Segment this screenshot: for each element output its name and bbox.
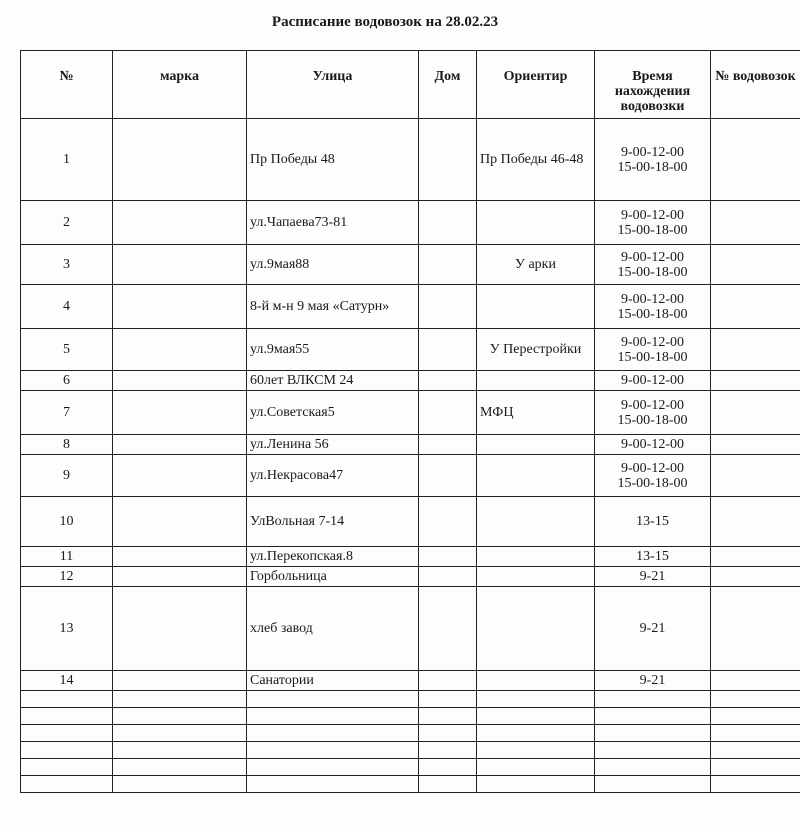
time-slot-1: 9-00-12-00 (621, 144, 684, 160)
cell-house (419, 455, 477, 497)
empty-row (21, 776, 800, 793)
time-slot-1: 9-00-12-00 (621, 249, 684, 265)
cell-street: ул.Советская5 (247, 391, 419, 435)
header-time: Время нахождения водовозки (595, 51, 711, 119)
cell-vehicle-number (711, 285, 800, 329)
header-street: Улица (247, 51, 419, 119)
time-slot-2: 15-00-18-00 (617, 264, 688, 280)
time-slot-2: 15-00-18-00 (617, 412, 688, 428)
cell-time: 9-21 (595, 671, 711, 691)
cell-time: 9-00-12-00 (595, 435, 711, 455)
cell-time: 13-15 (595, 547, 711, 567)
cell-street: 60лет ВЛКСМ 24 (247, 371, 419, 391)
header-no: № (21, 51, 113, 119)
cell-vehicle-number (711, 245, 800, 285)
cell-vehicle-number (711, 201, 800, 245)
cell-marka (113, 587, 247, 671)
cell-orient (477, 435, 595, 455)
table-header-row (21, 51, 800, 119)
cell-no: 10 (21, 497, 113, 547)
cell-marka (113, 455, 247, 497)
cell-marka (113, 391, 247, 435)
cell-no: 13 (21, 587, 113, 671)
cell-street: ул.Ленина 56 (247, 435, 419, 455)
cell-street: Горбольница (247, 567, 419, 587)
cell-street: ул.9мая88 (247, 245, 419, 285)
time-slot-1: 9-00-12-00 (621, 291, 684, 307)
cell-vehicle-number (711, 329, 800, 371)
cell-house (419, 567, 477, 587)
cell-no: 7 (21, 391, 113, 435)
page-title: Расписание водовозок на 28.02.23 (271, 14, 499, 30)
cell-street: ул.Перекопская.8 (247, 547, 419, 567)
cell-time (595, 455, 711, 497)
cell-orient: У арки (477, 245, 595, 285)
cell-vehicle-number (711, 567, 800, 587)
cell-house (419, 201, 477, 245)
time-slot-2: 15-00-18-00 (617, 306, 688, 322)
table-row (21, 391, 800, 435)
cell-time (595, 245, 711, 285)
cell-street: хлеб завод (247, 587, 419, 671)
time-slot-2: 15-00-18-00 (617, 159, 688, 175)
cell-vehicle-number (711, 371, 800, 391)
cell-time: 9-21 (595, 567, 711, 587)
time-slot-1: 9-00-12-00 (621, 207, 684, 223)
cell-orient (477, 587, 595, 671)
cell-orient (477, 201, 595, 245)
cell-orient: МФЦ (477, 391, 595, 435)
cell-orient (477, 567, 595, 587)
cell-time (595, 329, 711, 371)
cell-marka (113, 435, 247, 455)
header-orient: Ориентир (477, 51, 595, 119)
table-row (21, 329, 800, 371)
cell-no: 4 (21, 285, 113, 329)
cell-street: ул.Некрасова47 (247, 455, 419, 497)
cell-house (419, 285, 477, 329)
empty-row (21, 742, 800, 759)
table-row (21, 455, 800, 497)
empty-row (21, 691, 800, 708)
cell-marka (113, 547, 247, 567)
cell-orient (477, 497, 595, 547)
header-house: Дом (419, 51, 477, 119)
schedule-table (20, 50, 800, 793)
cell-street: УлВольная 7-14 (247, 497, 419, 547)
cell-house (419, 547, 477, 567)
cell-orient: Пр Победы 46-48 (477, 119, 595, 201)
cell-house (419, 435, 477, 455)
table-row (21, 285, 800, 329)
time-slot-2: 15-00-18-00 (617, 475, 688, 491)
cell-time (595, 285, 711, 329)
table-row (21, 435, 800, 455)
cell-marka (113, 497, 247, 547)
cell-house (419, 371, 477, 391)
cell-time (595, 201, 711, 245)
cell-house (419, 391, 477, 435)
table-row (21, 671, 800, 691)
cell-no: 12 (21, 567, 113, 587)
table-row (21, 201, 800, 245)
cell-street: ул.9мая55 (247, 329, 419, 371)
cell-orient (477, 547, 595, 567)
cell-marka (113, 245, 247, 285)
time-slot-2: 15-00-18-00 (617, 349, 688, 365)
time-slot-2: 15-00-18-00 (617, 222, 688, 238)
cell-orient (477, 285, 595, 329)
cell-house (419, 119, 477, 201)
cell-no: 5 (21, 329, 113, 371)
cell-no: 1 (21, 119, 113, 201)
cell-house (419, 329, 477, 371)
cell-no: 8 (21, 435, 113, 455)
cell-time: 13-15 (595, 497, 711, 547)
cell-no: 9 (21, 455, 113, 497)
cell-vehicle-number (711, 391, 800, 435)
cell-vehicle-number (711, 455, 800, 497)
cell-vehicle-number (711, 435, 800, 455)
empty-row (21, 759, 800, 776)
cell-orient (477, 371, 595, 391)
header-marka: марка (113, 51, 247, 119)
cell-marka (113, 567, 247, 587)
cell-orient: У Перестройки (477, 329, 595, 371)
cell-marka (113, 671, 247, 691)
cell-vehicle-number (711, 587, 800, 671)
table-row (21, 547, 800, 567)
table-row (21, 497, 800, 547)
time-slot-1: 9-00-12-00 (621, 334, 684, 350)
cell-no: 2 (21, 201, 113, 245)
cell-street: ул.Чапаева73-81 (247, 201, 419, 245)
cell-house (419, 245, 477, 285)
cell-orient (477, 671, 595, 691)
cell-vehicle-number (711, 671, 800, 691)
cell-no: 14 (21, 671, 113, 691)
cell-time (595, 391, 711, 435)
cell-no: 6 (21, 371, 113, 391)
cell-street: Пр Победы 48 (247, 119, 419, 201)
cell-time: 9-00-12-00 (595, 371, 711, 391)
cell-marka (113, 119, 247, 201)
cell-vehicle-number (711, 119, 800, 201)
cell-house (419, 587, 477, 671)
cell-marka (113, 371, 247, 391)
cell-time: 9-21 (595, 587, 711, 671)
cell-no: 11 (21, 547, 113, 567)
cell-marka (113, 285, 247, 329)
empty-row (21, 708, 800, 725)
cell-marka (113, 201, 247, 245)
cell-vehicle-number (711, 497, 800, 547)
cell-no: 3 (21, 245, 113, 285)
cell-house (419, 497, 477, 547)
cell-street: Санатории (247, 671, 419, 691)
table-row (21, 587, 800, 671)
time-slot-1: 9-00-12-00 (621, 460, 684, 476)
empty-row (21, 725, 800, 742)
table-row (21, 371, 800, 391)
table-row (21, 119, 800, 201)
cell-time (595, 119, 711, 201)
cell-orient (477, 455, 595, 497)
table-row (21, 567, 800, 587)
cell-street: 8-й м-н 9 мая «Сатурн» (247, 285, 419, 329)
header-vehicle-number: № водовозок (711, 51, 800, 119)
cell-marka (113, 329, 247, 371)
time-slot-1: 9-00-12-00 (621, 397, 684, 413)
cell-house (419, 671, 477, 691)
cell-vehicle-number (711, 547, 800, 567)
table-row (21, 245, 800, 285)
